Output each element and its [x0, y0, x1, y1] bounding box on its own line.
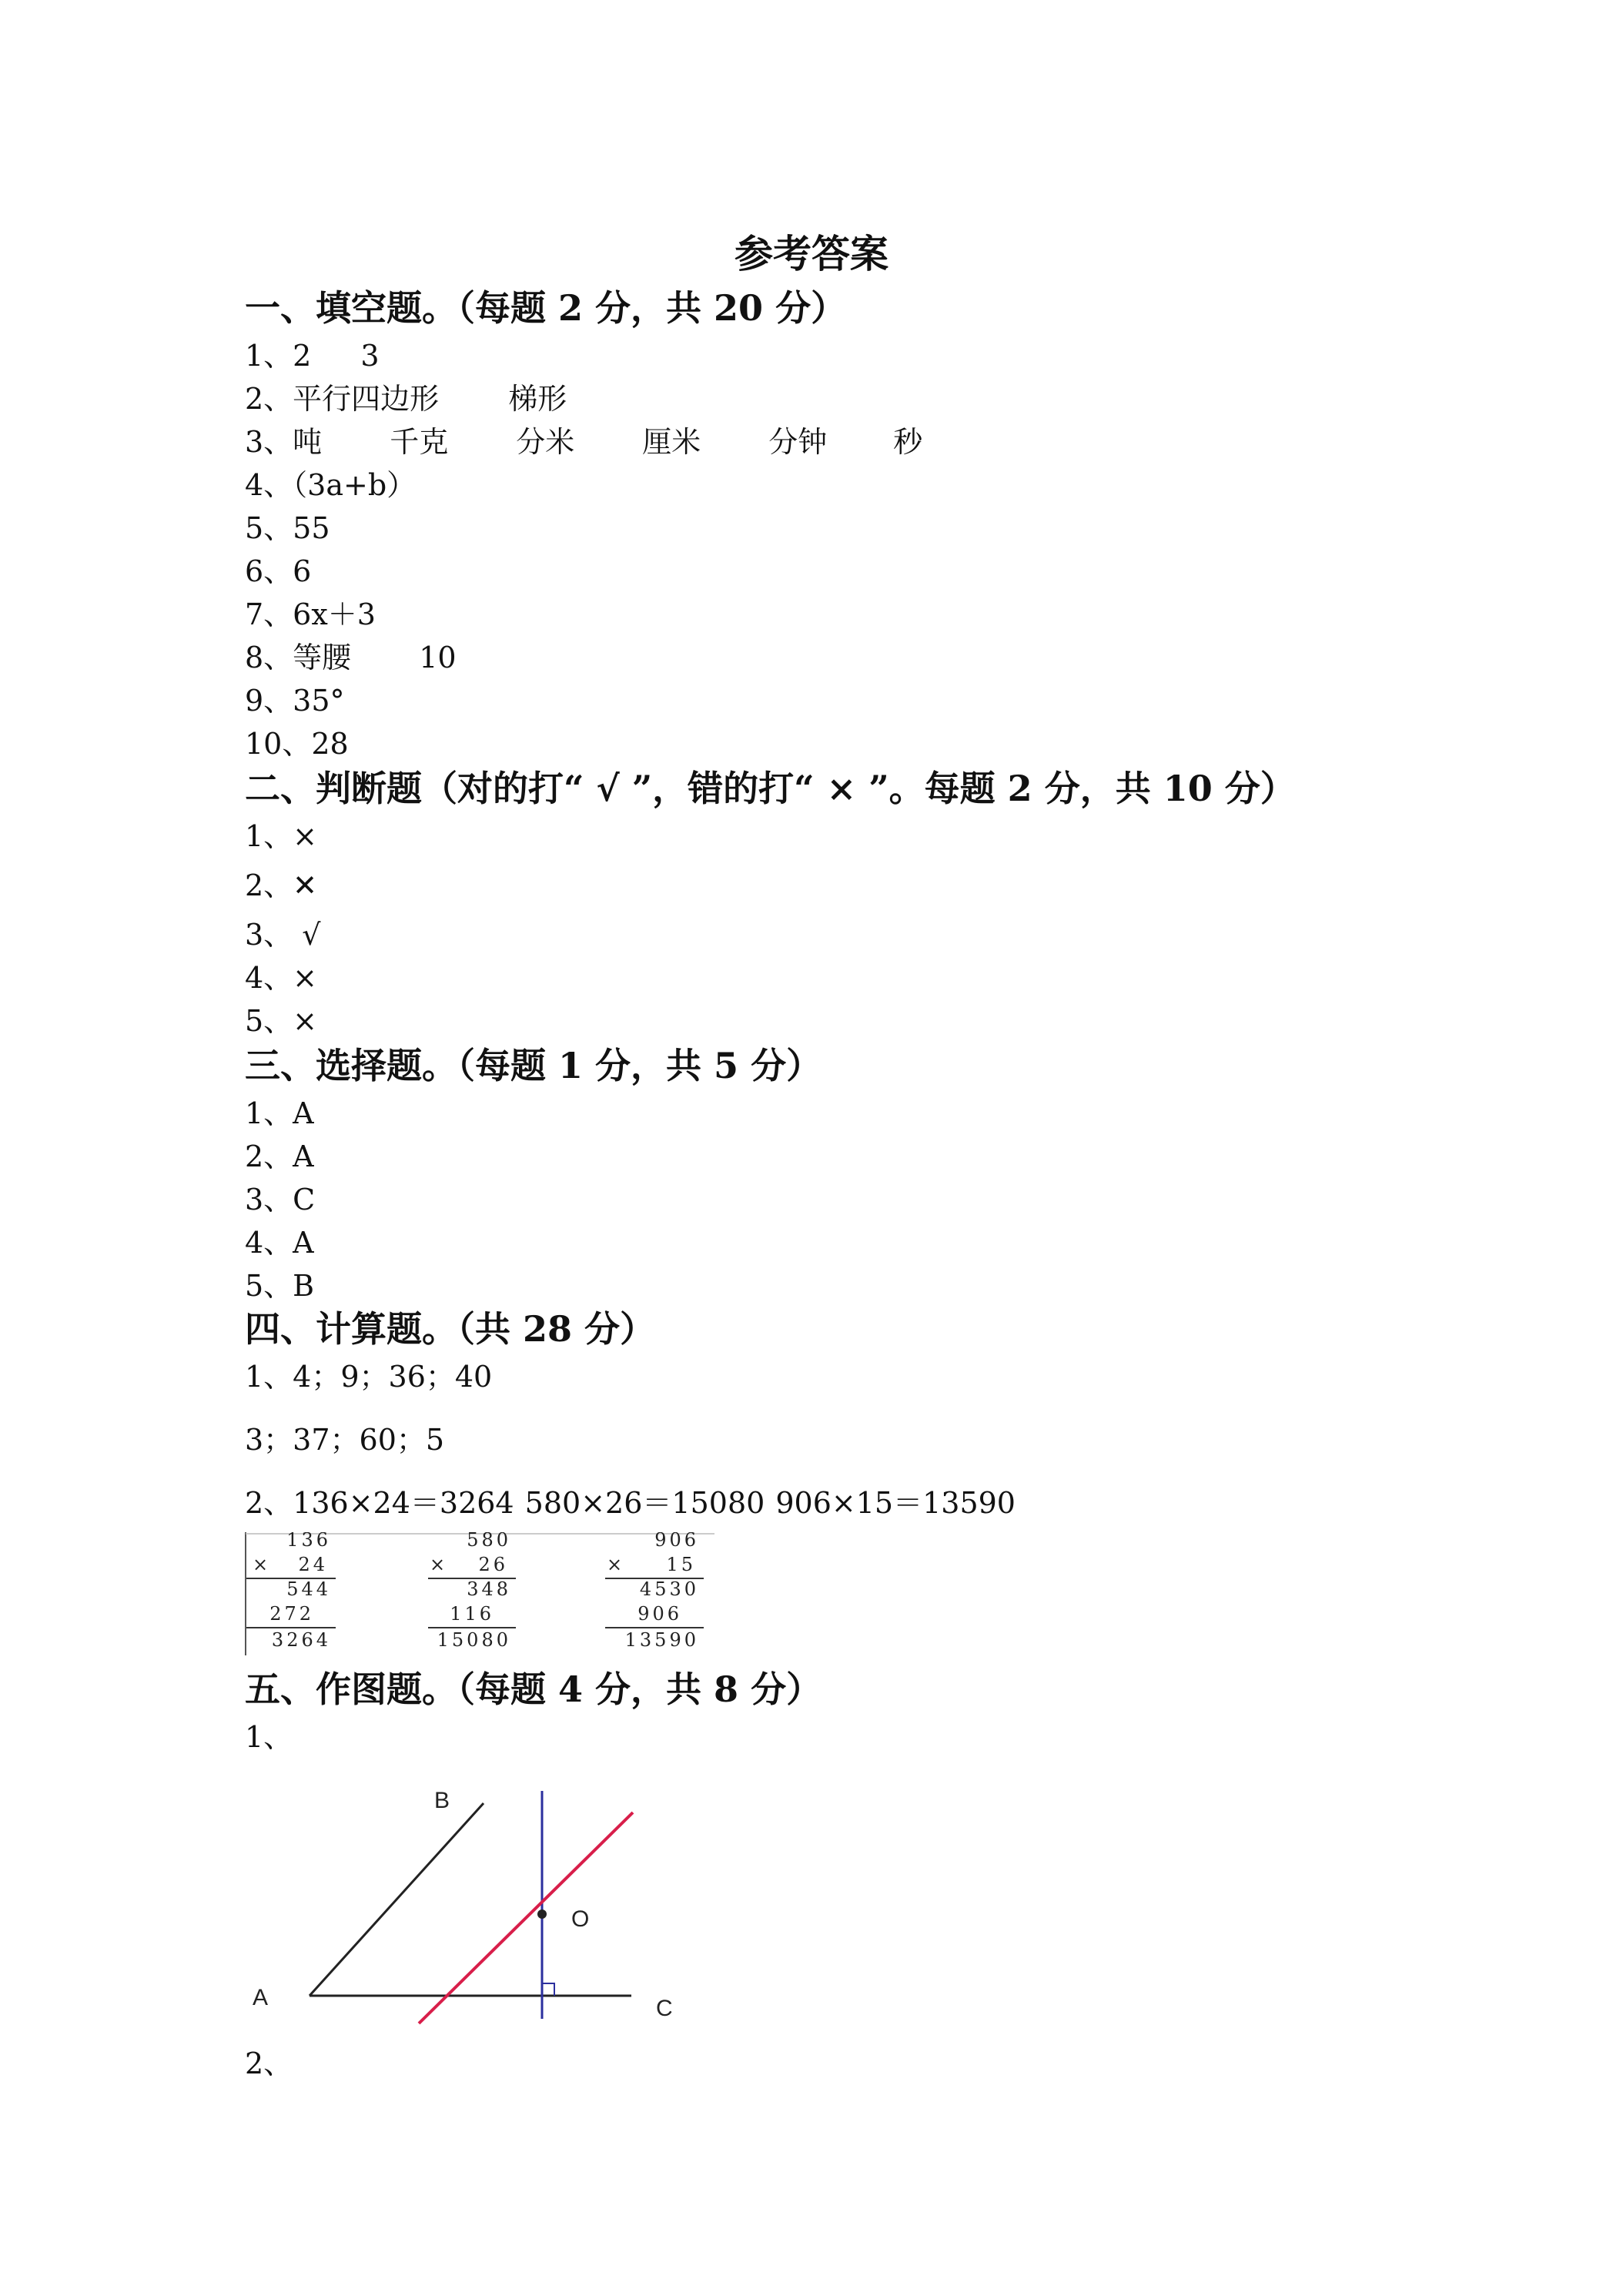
s5-item-1: 1、 — [245, 1720, 293, 1754]
s3-answer-3: 3、C — [245, 1183, 316, 1217]
calc-multiplicand: 580 — [467, 1532, 511, 1551]
label-a: A — [253, 1985, 269, 2010]
calc-multiplier: 15 — [666, 1554, 696, 1575]
s1-answer-3: 3、吨 千克 分米 厘米 分钟 秒 — [245, 425, 923, 459]
s1-answer-7: 7、6x＋3 — [245, 597, 376, 631]
label-o: O — [571, 1906, 590, 1932]
s2-answer-3: 3、 √ — [245, 918, 321, 952]
s3-answer-2: 2、A — [245, 1140, 314, 1173]
calc-partial-1: 348 — [467, 1578, 511, 1600]
calc-partial-1: 4530 — [639, 1578, 699, 1600]
s3-answer-1: 1、A — [245, 1096, 314, 1130]
s2-answer-4: 4、× — [245, 961, 318, 995]
section5-heading: 五、作图题。（每题 4 分，共 8 分） — [245, 1668, 822, 1710]
s5-item-2: 2、 — [245, 2047, 293, 2080]
s1-answer-4: 4、（3a+b） — [245, 468, 417, 502]
s1-answer-10: 10、28 — [245, 727, 349, 761]
calc-multiplicand: 906 — [654, 1532, 699, 1551]
vertical-multiplication — [245, 1532, 722, 1655]
calc-result: 13590 — [624, 1629, 699, 1651]
s3-answer-5: 5、B — [245, 1269, 315, 1303]
s1-answer-9: 9、35° — [245, 684, 345, 718]
calc-multiplier: 26 — [478, 1554, 508, 1575]
section4-heading: 四、计算题。（共 28 分） — [245, 1308, 656, 1350]
vertical-multiplication-figure — [245, 1532, 722, 1655]
calc-result: 15080 — [437, 1629, 511, 1651]
s4-line-2: 3；37；60；5 — [245, 1423, 445, 1457]
calc-operator: × — [253, 1554, 272, 1575]
section2-heading: 二、判断题（对的打“ √ ”，错的打“ × ”。每题 2 分，共 10 分） — [245, 768, 1296, 809]
label-b: B — [434, 1788, 450, 1813]
calc-operator: × — [430, 1554, 449, 1575]
s4-line-3: 2、136×24＝3264 580×26＝15080 906×15＝13590 — [245, 1486, 1016, 1520]
s1-answer-8: 8、等腰 10 — [245, 641, 457, 674]
calc-result: 3264 — [271, 1629, 331, 1651]
s2-answer-1: 1、× — [245, 819, 318, 853]
calc-multiplicand: 136 — [286, 1532, 331, 1551]
page-title: 参考答案 — [735, 231, 888, 276]
calc-partial-1: 544 — [286, 1578, 331, 1600]
calc-partial-2: 906 — [637, 1603, 682, 1625]
geometry-figure — [245, 1771, 707, 2048]
label-c: C — [656, 1996, 673, 2021]
s1-answer-1: 1、2 3 — [245, 339, 380, 373]
section1-heading: 一、填空题。（每题 2 分，共 20 分） — [245, 287, 847, 329]
s1-answer-5: 5、55 — [245, 511, 330, 545]
s1-answer-6: 6、6 — [245, 554, 312, 588]
calc-multiplier: 24 — [298, 1554, 328, 1575]
s1-answer-2: 2、平行四边形 梯形 — [245, 382, 567, 416]
section3-heading: 三、选择题。（每题 1 分，共 5 分） — [245, 1045, 822, 1086]
line-ab — [310, 1803, 484, 1996]
right-angle-mark — [542, 1983, 554, 1996]
s2-answer-5: 5、× — [245, 1004, 318, 1038]
s2-answer-2: 2、✕ — [245, 869, 318, 902]
s4-line-1: 1、4；9；36；40 — [245, 1360, 493, 1394]
calc-partial-2: 116 — [450, 1603, 494, 1625]
point-o — [537, 1909, 547, 1919]
parallel-line — [419, 1812, 633, 2023]
s3-answer-4: 4、A — [245, 1226, 314, 1260]
calc-partial-2: 272 — [269, 1603, 314, 1625]
calc-operator: × — [607, 1554, 626, 1575]
